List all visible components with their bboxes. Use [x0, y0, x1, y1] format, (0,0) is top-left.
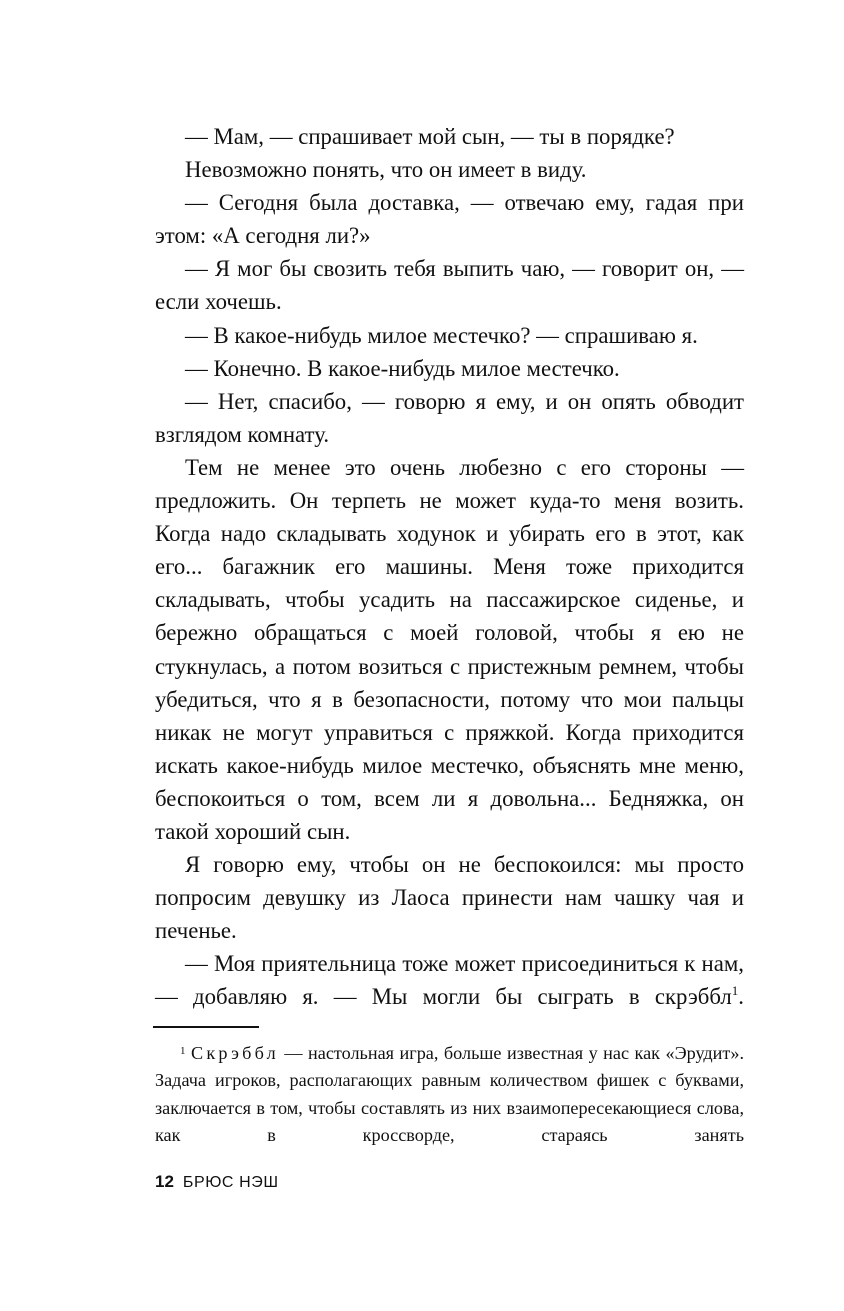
footnote-text: — настольная игра, больше известная у нас как «Эрудит». Задача игроков, располагающих равным количеством фишек с буквами, заключается в том, чтобы составлять из них взаимопересекающиеся слова, как в кроссворде, стараясь занять — [155, 1043, 744, 1146]
footnote-divider — [153, 1026, 259, 1028]
running-head-author: БРЮС НЭШ — [182, 1174, 279, 1191]
paragraph-5: — В какое-нибудь милое местечко? — спрашиваю я. — [185, 322, 698, 348]
paragraph-1: — Мам, — спрашивает мой сын, — ты в порядке? — [185, 124, 675, 149]
paragraph-7: — Нет, спасибо, — говорю я ему, и он опять обводит взглядом комнату. — [155, 388, 744, 447]
paragraph-6: — Конечно. В какое-нибудь милое местечко. — [185, 355, 620, 381]
page-footer — [155, 1172, 279, 1193]
paragraph-3: — Сегодня была доставка, — отвечаю ему, гадая при этом: «А сегодня ли?» — [155, 190, 744, 249]
footnote-number: 1 — [180, 1045, 186, 1057]
footnote-reference: 1 — [731, 983, 739, 999]
paragraph-10 — [155, 947, 744, 1013]
footnote — [155, 1040, 744, 1150]
paragraph-4: — Я мог бы свозить тебя выпить чаю, — говорит он, — если хочешь. — [155, 256, 744, 315]
paragraph-10-suffix: . — [738, 984, 744, 1010]
paragraph-9: Я говорю ему, чтобы он не беспокоился: мы просто попросим девушку из Лаоса принести нам чашку чая и печенье. — [155, 852, 744, 944]
main-text — [155, 120, 744, 1014]
paragraph-8: Тем не менее это очень любезно с его стороны — предложить. Он терпеть не может куда-то меня возить. Когда надо складывать ходунок и убирать его в этот, как его... багажник его машины. Меня тоже приходится складывать, чтобы усадить на пассажирское сиденье, и бережно обращаться с моей головой, чтобы я ею не стукнулась, а потом возиться с пристежным ремнем, чтобы убедиться, что я в безопасности, потому что мои пальцы никак не могут управиться с пряжкой. Когда приходится искать какое-нибудь милое местечко, объяснять мне меню, беспокоиться о том, всем ли я довольна... Бедняжка, он такой хороший сын. — [155, 454, 744, 844]
paragraph-10-text: — Моя приятельница тоже может присоединиться к нам, — добавляю я. — Мы могли бы сыграть в скрэббл — [155, 951, 744, 1010]
page-number: 12 — [155, 1172, 174, 1191]
footnote-term: Скрэббл — [191, 1043, 279, 1063]
paragraph-2: Невозможно понять, что он имеет в виду. — [185, 157, 587, 183]
